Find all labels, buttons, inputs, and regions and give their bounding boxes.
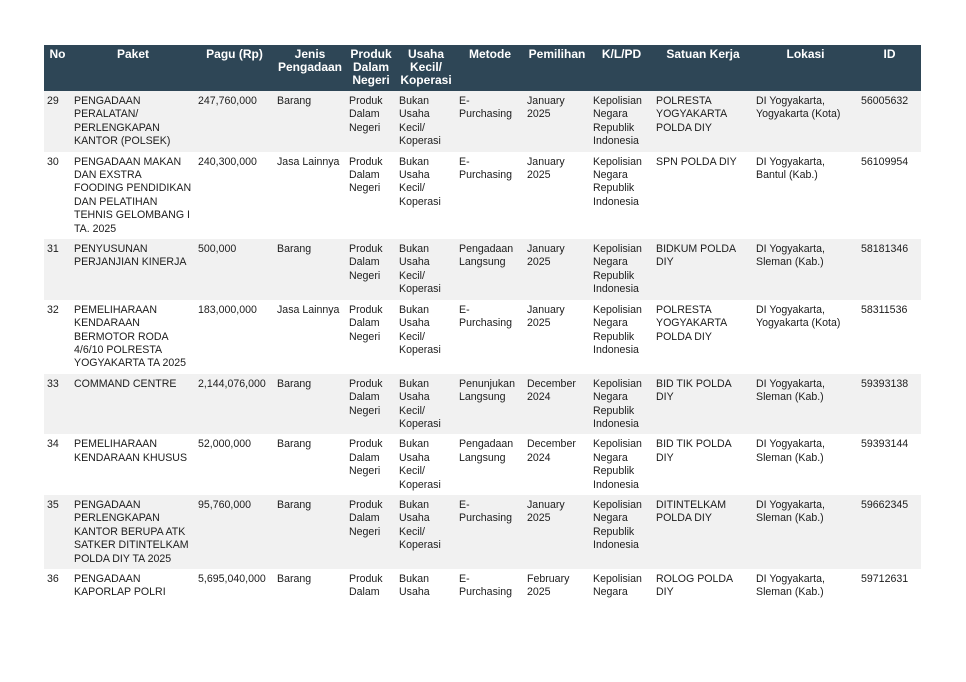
cell-id: 58181346 — [858, 239, 921, 300]
cell-klpd: Kepolisian Negara Republik Indonesia — [590, 374, 653, 435]
cell-klpd: Kepolisian Negara Republik Indonesia — [590, 300, 653, 374]
cell-jenis-pengadaan: Barang — [274, 91, 346, 152]
cell-lokasi: DI Yogyakarta, Sleman (Kab.) — [753, 239, 858, 300]
cell-id: 58311536 — [858, 300, 921, 374]
cell-no: 30 — [44, 152, 71, 239]
cell-produk-dalam-negeri: Produk Dalam Negeri — [346, 239, 396, 300]
cell-pemilihan: January 2025 — [524, 152, 590, 239]
cell-klpd: Kepolisian Negara Republik Indonesia — [590, 239, 653, 300]
cell-klpd: Kepolisian Negara — [590, 569, 653, 603]
cell-produk-dalam-negeri: Produk Dalam Negeri — [346, 374, 396, 435]
cell-id: 59393138 — [858, 374, 921, 435]
cell-paket: PENGADAAN PERLENGKAPAN KANTOR BERUPA ATK SATKER DITINTELKAM POLDA DIY TA 2025 — [71, 495, 195, 569]
header-pagu: Pagu (Rp) — [195, 45, 274, 91]
cell-jenis-pengadaan: Barang — [274, 495, 346, 569]
cell-satuan-kerja: ROLOG POLDA DIY — [653, 569, 753, 603]
cell-usaha-kecil: Bukan Usaha Kecil/ Koperasi — [396, 374, 456, 435]
cell-klpd: Kepolisian Negara Republik Indonesia — [590, 434, 653, 495]
header-klpd: K/L/PD — [590, 45, 653, 91]
header-usaha-kecil: Usaha Kecil/ Koperasi — [396, 45, 456, 91]
cell-klpd: Kepolisian Negara Republik Indonesia — [590, 91, 653, 152]
cell-paket: PENYUSUNAN PERJANJIAN KINERJA — [71, 239, 195, 300]
cell-pemilihan: January 2025 — [524, 300, 590, 374]
cell-lokasi: DI Yogyakarta, Yogyakarta (Kota) — [753, 91, 858, 152]
cell-metode: Penunjukan Langsung — [456, 374, 524, 435]
cell-no: 32 — [44, 300, 71, 374]
cell-paket: PEMELIHARAAN KENDARAAN BERMOTOR RODA 4/6/10 POLRESTA YOGYAKARTA TA 2025 — [71, 300, 195, 374]
cell-produk-dalam-negeri: Produk Dalam Negeri — [346, 152, 396, 239]
cell-satuan-kerja: BID TIK POLDA DIY — [653, 434, 753, 495]
cell-pagu: 2,144,076,000 — [195, 374, 274, 435]
table-body — [44, 91, 921, 603]
cell-usaha-kecil: Bukan Usaha — [396, 569, 456, 603]
cell-pagu: 500,000 — [195, 239, 274, 300]
cell-satuan-kerja: BIDKUM POLDA DIY — [653, 239, 753, 300]
procurement-table — [44, 45, 921, 603]
cell-lokasi: DI Yogyakarta, Yogyakarta (Kota) — [753, 300, 858, 374]
cell-satuan-kerja: POLRESTA YOGYAKARTA POLDA DIY — [653, 300, 753, 374]
cell-jenis-pengadaan: Barang — [274, 239, 346, 300]
cell-pemilihan: December 2024 — [524, 374, 590, 435]
cell-pagu: 95,760,000 — [195, 495, 274, 569]
cell-produk-dalam-negeri: Produk Dalam Negeri — [346, 300, 396, 374]
cell-klpd: Kepolisian Negara Republik Indonesia — [590, 495, 653, 569]
cell-usaha-kecil: Bukan Usaha Kecil/ Koperasi — [396, 91, 456, 152]
cell-paket: PENGADAAN MAKAN DAN EXSTRA FOODING PENDIDIKAN DAN PELATIHAN TEHNIS GELOMBANG I TA. 2025 — [71, 152, 195, 239]
cell-produk-dalam-negeri: Produk Dalam — [346, 569, 396, 603]
cell-no: 29 — [44, 91, 71, 152]
cell-lokasi: DI Yogyakarta, Sleman (Kab.) — [753, 569, 858, 603]
cell-pagu: 52,000,000 — [195, 434, 274, 495]
cell-satuan-kerja: BID TIK POLDA DIY — [653, 374, 753, 435]
cell-paket: PENGADAAN PERALATAN/ PERLENGKAPAN KANTOR (POLSEK) — [71, 91, 195, 152]
header-satuan-kerja: Satuan Kerja — [653, 45, 753, 91]
cell-lokasi: DI Yogyakarta, Sleman (Kab.) — [753, 495, 858, 569]
cell-pagu: 247,760,000 — [195, 91, 274, 152]
cell-usaha-kecil: Bukan Usaha Kecil/ Koperasi — [396, 495, 456, 569]
table-row — [44, 91, 921, 152]
cell-pagu: 183,000,000 — [195, 300, 274, 374]
cell-jenis-pengadaan: Jasa Lainnya — [274, 152, 346, 239]
cell-id: 59662345 — [858, 495, 921, 569]
cell-pemilihan: December 2024 — [524, 434, 590, 495]
table-row — [44, 152, 921, 239]
cell-pagu: 240,300,000 — [195, 152, 274, 239]
cell-pemilihan: February 2025 — [524, 569, 590, 603]
cell-pemilihan: January 2025 — [524, 239, 590, 300]
cell-id: 59393144 — [858, 434, 921, 495]
cell-metode: E- Purchasing — [456, 152, 524, 239]
cell-produk-dalam-negeri: Produk Dalam Negeri — [346, 91, 396, 152]
header-lokasi: Lokasi — [753, 45, 858, 91]
cell-no: 34 — [44, 434, 71, 495]
cell-usaha-kecil: Bukan Usaha Kecil/ Koperasi — [396, 239, 456, 300]
cell-metode: Pengadaan Langsung — [456, 434, 524, 495]
cell-no: 35 — [44, 495, 71, 569]
table-row — [44, 300, 921, 374]
table-row — [44, 495, 921, 569]
header-pemilihan: Pemilihan — [524, 45, 590, 91]
cell-metode: E- Purchasing — [456, 91, 524, 152]
cell-metode: E- Purchasing — [456, 495, 524, 569]
table-row — [44, 434, 921, 495]
cell-lokasi: DI Yogyakarta, Sleman (Kab.) — [753, 374, 858, 435]
cell-satuan-kerja: DITINTELKAM POLDA DIY — [653, 495, 753, 569]
cell-satuan-kerja: SPN POLDA DIY — [653, 152, 753, 239]
cell-metode: Pengadaan Langsung — [456, 239, 524, 300]
cell-id: 56109954 — [858, 152, 921, 239]
cell-usaha-kecil: Bukan Usaha Kecil/ Koperasi — [396, 434, 456, 495]
cell-produk-dalam-negeri: Produk Dalam Negeri — [346, 495, 396, 569]
header-jenis-pengadaan: Jenis Pengadaan — [274, 45, 346, 91]
table-row — [44, 374, 921, 435]
header-metode: Metode — [456, 45, 524, 91]
header-id: ID — [858, 45, 921, 91]
cell-lokasi: DI Yogyakarta, Bantul (Kab.) — [753, 152, 858, 239]
cell-jenis-pengadaan: Jasa Lainnya — [274, 300, 346, 374]
cell-lokasi: DI Yogyakarta, Sleman (Kab.) — [753, 434, 858, 495]
header-paket: Paket — [71, 45, 195, 91]
table-row — [44, 569, 921, 603]
cell-usaha-kecil: Bukan Usaha Kecil/ Koperasi — [396, 152, 456, 239]
cell-pagu: 5,695,040,000 — [195, 569, 274, 603]
table-row — [44, 239, 921, 300]
cell-produk-dalam-negeri: Produk Dalam Negeri — [346, 434, 396, 495]
cell-id: 59712631 — [858, 569, 921, 603]
cell-id: 56005632 — [858, 91, 921, 152]
cell-pemilihan: January 2025 — [524, 91, 590, 152]
cell-jenis-pengadaan: Barang — [274, 434, 346, 495]
cell-klpd: Kepolisian Negara Republik Indonesia — [590, 152, 653, 239]
cell-jenis-pengadaan: Barang — [274, 374, 346, 435]
header-no: No — [44, 45, 71, 91]
cell-paket: PENGADAAN KAPORLAP POLRI — [71, 569, 195, 603]
cell-jenis-pengadaan: Barang — [274, 569, 346, 603]
cell-usaha-kecil: Bukan Usaha Kecil/ Koperasi — [396, 300, 456, 374]
cell-no: 33 — [44, 374, 71, 435]
cell-paket: PEMELIHARAAN KENDARAAN KHUSUS — [71, 434, 195, 495]
header-produk-dalam-negeri: Produk Dalam Negeri — [346, 45, 396, 91]
table-header-row — [44, 45, 921, 91]
cell-paket: COMMAND CENTRE — [71, 374, 195, 435]
cell-satuan-kerja: POLRESTA YOGYAKARTA POLDA DIY — [653, 91, 753, 152]
cell-no: 31 — [44, 239, 71, 300]
cell-metode: E- Purchasing — [456, 569, 524, 603]
cell-metode: E- Purchasing — [456, 300, 524, 374]
document-page — [44, 45, 921, 625]
cell-no: 36 — [44, 569, 71, 603]
cell-pemilihan: January 2025 — [524, 495, 590, 569]
